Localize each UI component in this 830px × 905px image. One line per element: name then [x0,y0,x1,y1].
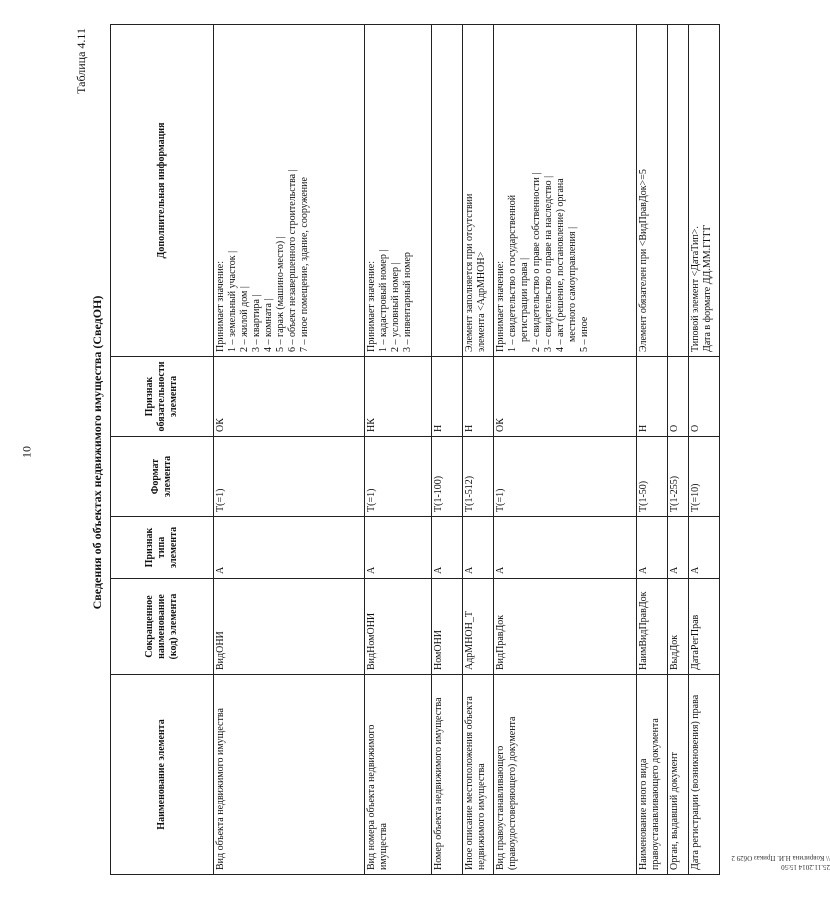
cell-element-info [637,25,668,357]
info-line: местного самоуправления | [567,226,578,342]
info-line: Принимает значение: [215,260,226,352]
table-row [214,25,365,875]
cell-element-required: НК [365,357,432,437]
column-header-info: Дополнительная информация [111,25,214,357]
column-header-required: Признак обязательности элемента [111,357,214,437]
info-line: 2 – жилой дом | [239,286,250,352]
cell-element-format: T(1-100) [432,437,463,517]
column-header-code: Сокращенное наименование (код) элемента [111,579,214,675]
cell-element-name: Вид объекта недвижимого имущества [214,675,365,875]
info-line: 3 – квартира | [251,294,262,352]
column-header-format: Формат элемента [111,437,214,517]
info-line: 5 – гараж (машино-место) | [275,236,286,352]
rotated-page-content [70,20,830,885]
cell-element-name: Вид правоустанавливающего (правоудостоверяющего) документа [494,675,637,875]
cell-element-format: T(=10) [689,437,720,517]
footer-author: \\ Ковригина Н.И. Приказ Об29 2 [731,854,830,862]
info-line: 3 – инвентарный номер [402,252,413,352]
table-row [432,25,463,875]
cell-element-type: А [668,517,689,579]
cell-element-name: Иное описание местоположения объекта недвижимого имущества [463,675,494,875]
cell-element-code: ВидОНИ [214,579,365,675]
column-header-name: Наименование элемента [111,675,214,875]
cell-element-format: T(1-512) [463,437,494,517]
cell-element-type: А [689,517,720,579]
cell-element-required: Н [432,357,463,437]
elements-table [110,24,720,875]
cell-element-type: А [463,517,494,579]
table-title: Сведения об объектах недвижимого имущества (СведОН) [90,295,104,610]
info-line: элемента <АдрМНОН> [476,251,487,352]
cell-element-required: Н [463,357,494,437]
cell-element-name: Номер объекта недвижимого имущества [432,675,463,875]
page-number: 10 [19,446,34,458]
footer-timestamp: 25.11.2014 15:50 [781,863,830,871]
cell-element-required: ОК [494,357,637,437]
info-line: 1 – кадастровый номер | [378,249,389,352]
info-line: Дата в формате ДД.ММ.ГГГГ [702,224,713,352]
cell-element-format: T(=1) [494,437,637,517]
info-line: 4 – комната | [263,298,274,352]
cell-element-required: О [689,357,720,437]
cell-element-type: А [637,517,668,579]
info-line: 6 – объект незавершенного строительства | [287,169,298,352]
column-header-type: Признак типа элемента [111,517,214,579]
table-row [637,25,668,875]
info-line: 7 – иное помещение, здание, сооружение [299,177,310,352]
info-line: 2 – свидетельство о праве собственности | [531,172,542,352]
info-line: регистрации права | [519,257,530,342]
cell-element-type: А [365,517,432,579]
cell-element-name: Дата регистрации (возникновения) права [689,675,720,875]
info-line: Элемент заполняется при отсутствии [464,193,475,352]
info-line: 1 – свидетельство о государственной [507,194,518,352]
cell-element-required: ОК [214,357,365,437]
table-row [463,25,494,875]
table-header-row [111,25,214,875]
cell-element-code: ДатаРегПрав [689,579,720,675]
cell-element-code: НаимВидПравДок [637,579,668,675]
table-label: Таблица 4.11 [74,28,88,94]
cell-element-info [365,25,432,357]
cell-element-info [214,25,365,357]
cell-element-code: ВидПравДок [494,579,637,675]
info-line: 1 – земельный участок | [227,250,238,352]
scan-footer-note [731,853,830,871]
info-line: 2 – условный номер | [390,262,401,352]
cell-element-format: T(=1) [214,437,365,517]
cell-element-name: Орган, выдавший документ [668,675,689,875]
cell-element-type: А [432,517,463,579]
cell-element-format: T(1-50) [637,437,668,517]
cell-element-required: Н [637,357,668,437]
info-line: 4 – акт (решение, постановление) органа [555,178,566,352]
cell-element-info [432,25,463,357]
cell-element-info [689,25,720,357]
cell-element-type: А [214,517,365,579]
cell-element-info [494,25,637,357]
cell-element-code: ВыдДок [668,579,689,675]
cell-element-code: АдрМНОН_Т [463,579,494,675]
cell-element-info [668,25,689,357]
table-row [494,25,637,875]
cell-element-required: О [668,357,689,437]
table-row [365,25,432,875]
cell-element-format: T(1-255) [668,437,689,517]
info-line: Принимает значение: [495,260,506,352]
table-row [668,25,689,875]
cell-element-code: ВидНомОНИ [365,579,432,675]
info-line: 5 – иное [579,316,590,352]
cell-element-info [463,25,494,357]
cell-element-format: T(=1) [365,437,432,517]
cell-element-type: А [494,517,637,579]
table-row [689,25,720,875]
info-line: Принимает значение: [366,260,377,352]
cell-element-code: НомОНИ [432,579,463,675]
info-line: Типовой элемент <ДатаТип>. [690,226,701,352]
cell-element-name: Наименование иного вида правоустанавливающего документа [637,675,668,875]
cell-element-name: Вид номера объекта недвижимого имущества [365,675,432,875]
info-line: Элемент обязателен при <ВидПравДок>=5 [638,169,649,352]
info-line: 3 – свидетельство о праве на наследство | [543,175,554,352]
